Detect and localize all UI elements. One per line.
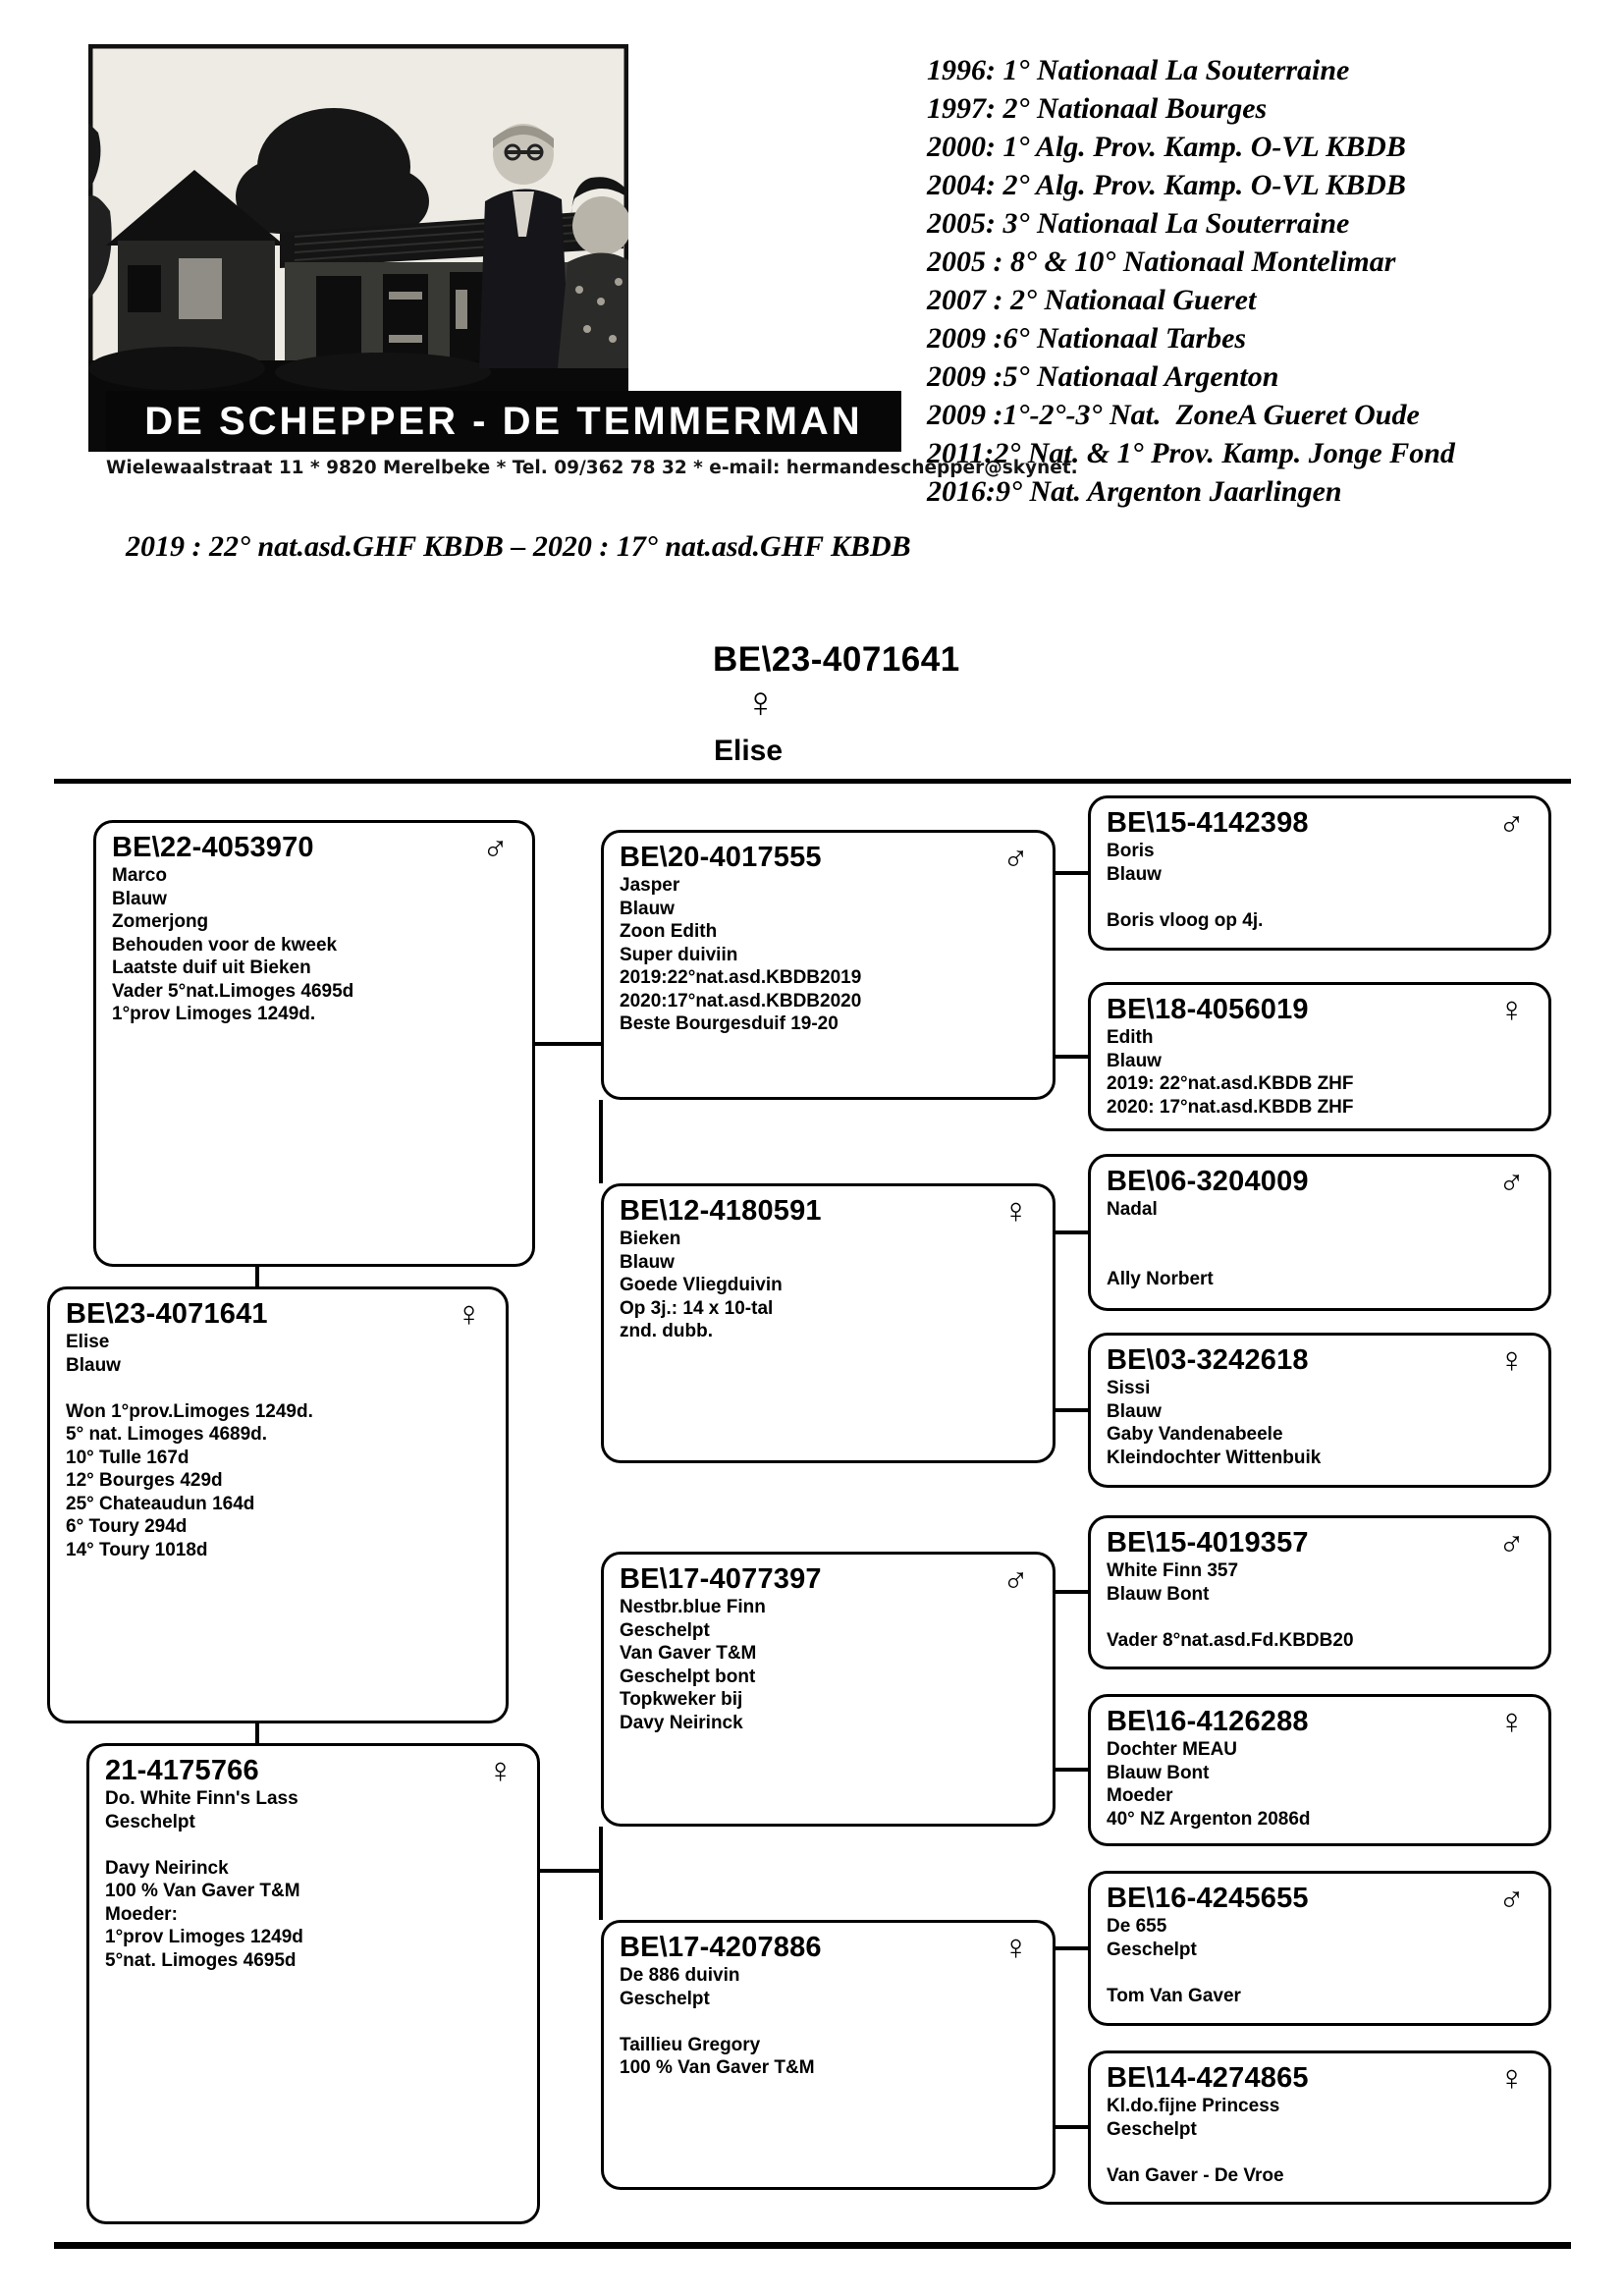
pedigree-box-line	[1107, 886, 1533, 909]
female-symbol: ♀	[744, 679, 777, 727]
female-symbol: ♀	[1002, 1190, 1029, 1230]
achievement-line: 2004: 2° Alg. Prov. Kamp. O-VL KBDB	[927, 169, 1406, 201]
pedigree-box-line: Blauw	[1107, 1400, 1162, 1422]
pedigree-box-line: Davy Neirinck	[620, 1712, 743, 1733]
pedigree-box-de-655	[1088, 1871, 1551, 2026]
pedigree-box-line: 1°prov Limoges 1249d.	[112, 1004, 316, 1024]
pedigree-box-line: 5°nat. Limoges 4695d	[105, 1949, 297, 1971]
ring-number: BE\22-4053970	[112, 832, 314, 863]
pedigree-box-line: Blauw	[620, 898, 675, 919]
bottom-divider-rule	[54, 2242, 1571, 2249]
pedigree-box-line: znd. dubb.	[620, 1321, 713, 1341]
top-divider-rule	[54, 779, 1571, 784]
ring-number: BE\15-4019357	[1107, 1527, 1309, 1558]
pedigree-box-line: Geschelpt	[1107, 2118, 1197, 2140]
pedigree-box-line: Geschelpt	[105, 1811, 195, 1832]
ring-number: BE\23-4071641	[66, 1298, 268, 1330]
pedigree-box-line	[66, 1377, 490, 1400]
pedigree-box-line: Vader 8°nat.asd.Fd.KBDB20	[1107, 1629, 1354, 1651]
male-symbol: ♂	[1002, 837, 1029, 877]
pedigree-box-line: 10° Tulle 167d	[66, 1447, 189, 1468]
pedigree-box-line: 2019:22°nat.asd.KBDB2019	[620, 967, 862, 988]
pedigree-box-line: Van Gaver T&M	[620, 1643, 757, 1664]
ring-number: BE\16-4126288	[1107, 1706, 1309, 1737]
pedigree-box-line: 14° Toury 1018d	[66, 1539, 208, 1560]
pedigree-box-line: Goede Vliegduivin	[620, 1275, 783, 1295]
pedigree-box-line: Won 1°prov.Limoges 1249d.	[66, 1400, 313, 1422]
pedigree-box-blue-finn	[601, 1552, 1056, 1827]
connector-line	[540, 1869, 601, 1873]
male-symbol: ♂	[1498, 1878, 1525, 1918]
connector-line	[1054, 1230, 1090, 1234]
pedigree-box-line: 2020:17°nat.asd.KBDB2020	[620, 990, 862, 1011]
achievement-line: 2009 :1°-2°-3° Nat. ZoneA Gueret Oude	[927, 399, 1420, 431]
female-symbol: ♀	[1498, 989, 1525, 1029]
pedigree-box-line: Blauw	[1107, 1050, 1162, 1071]
pedigree-box-line	[1107, 1222, 1533, 1245]
male-symbol: ♂	[1498, 802, 1525, 843]
pedigree-box-line	[1107, 2141, 1533, 2164]
achievement-line: 2009 :5° Nationaal Argenton	[927, 360, 1279, 393]
recent-results-line: 2019 : 22° nat.asd.GHF KBDB – 2020 : 17° nat.asd.GHF KBDB	[126, 530, 911, 563]
pedigree-box-line: Behouden voor de kweek	[112, 934, 338, 956]
pedigree-box-line: Gaby Vandenabeele	[1107, 1424, 1283, 1445]
pedigree-box-jasper	[601, 830, 1056, 1100]
pedigree-box-line	[105, 1833, 521, 1857]
achievement-line: 2005: 3° Nationaal La Souterraine	[927, 207, 1350, 240]
pedigree-box-line	[1107, 1606, 1533, 1629]
pedigree-box-line: 1°prov Limoges 1249d	[105, 1927, 303, 1947]
pedigree-box-line: Kleindochter Wittenbuik	[1107, 1447, 1322, 1468]
pedigree-box-line: Laatste duif uit Bieken	[112, 957, 311, 978]
loft-name: DE SCHEPPER - DE TEMMERMAN	[144, 399, 863, 443]
male-symbol: ♂	[482, 827, 509, 867]
female-symbol: ♀	[1498, 2057, 1525, 2098]
pedigree-box-line: Geschelpt bont	[620, 1666, 756, 1687]
pedigree-box-line	[1107, 1244, 1533, 1268]
pedigree-box-elise	[47, 1286, 509, 1723]
pedigree-box-line: Op 3j.: 14 x 10-tal	[620, 1297, 774, 1319]
pedigree-box-bieken	[601, 1183, 1056, 1463]
pedigree-box-line: 100 % Van Gaver T&M	[105, 1881, 300, 1901]
achievement-line: 1996: 1° Nationaal La Souterraine	[927, 54, 1350, 86]
ring-number: BE\18-4056019	[1107, 994, 1309, 1025]
pedigree-box-line: Jasper	[620, 875, 680, 896]
pedigree-box-line	[1107, 1961, 1533, 1985]
connector-line	[255, 1267, 259, 1286]
connector-line	[1054, 1946, 1090, 1950]
connector-line	[535, 1042, 601, 1046]
pedigree-box-marco	[93, 820, 535, 1267]
female-symbol: ♀	[456, 1293, 482, 1334]
achievements-list	[927, 51, 1604, 511]
connector-line	[255, 1723, 259, 1743]
loft-address: Wielewaalstraat 11 * 9820 Merelbeke * Tel. 09/362 78 32 * e-mail: hermandeschepper@skynet.	[106, 458, 1078, 478]
pedigree-box-line: Geschelpt	[620, 1988, 710, 2009]
pedigree-box-line: Moeder:	[105, 1903, 178, 1925]
ring-number: 21-4175766	[105, 1755, 259, 1786]
pedigree-box-line: Vader 5°nat.Limoges 4695d	[112, 980, 354, 1002]
pedigree-box-line: Geschelpt	[620, 1619, 710, 1641]
achievement-line: 1997: 2° Nationaal Bourges	[927, 92, 1268, 125]
pedigree-box-line: Boris vloog op 4j.	[1107, 909, 1264, 931]
pedigree-box-line: 5° nat. Limoges 4689d.	[66, 1424, 268, 1445]
pedigree-box-line: Marco	[112, 865, 167, 886]
connector-line	[1054, 1055, 1090, 1059]
male-symbol: ♂	[1498, 1522, 1525, 1562]
pedigree-box-line: Boris	[1107, 841, 1155, 861]
connector-line	[1054, 1590, 1090, 1594]
pedigree-box-line: White Finn 357	[1107, 1560, 1239, 1581]
pedigree-box-line	[620, 2010, 1037, 2034]
pedigree-box-line: Blauw	[620, 1251, 675, 1273]
female-symbol: ♀	[1498, 1339, 1525, 1380]
pedigree-box-line: Blauw	[1107, 863, 1162, 885]
pedigree-box-line: Van Gaver - De Vroe	[1107, 2164, 1284, 2186]
pedigree-box-line: Do. White Finn's Lass	[105, 1788, 298, 1809]
pedigree-box-boris	[1088, 795, 1551, 951]
ring-number: BE\06-3204009	[1107, 1166, 1309, 1197]
connector-line	[1054, 871, 1090, 875]
male-symbol: ♂	[1002, 1558, 1029, 1599]
pedigree-box-line: Edith	[1107, 1027, 1154, 1048]
pedigree-box-line: Tom Van Gaver	[1107, 1985, 1241, 2006]
pedigree-box-line: Blauw Bont	[1107, 1762, 1210, 1783]
male-symbol: ♂	[1498, 1161, 1525, 1201]
ring-number: BE\17-4207886	[620, 1932, 822, 1963]
loft-name-banner	[106, 391, 901, 452]
ring-number: BE\15-4142398	[1107, 807, 1309, 839]
pedigree-box-line: Bieken	[620, 1229, 681, 1249]
connector-line	[599, 1100, 603, 1183]
pedigree-box-line: Davy Neirinck	[105, 1857, 229, 1879]
pedigree-box-line: De 886 duivin	[620, 1965, 740, 1986]
pedigree-box-line: Topkweker bij	[620, 1689, 743, 1710]
pedigree-box-line: Beste Bourgesduif 19-20	[620, 1013, 839, 1034]
pedigree-box-line: Zomerjong	[112, 911, 209, 932]
pedigree-box-line: Moeder	[1107, 1785, 1173, 1806]
pedigree-box-edith	[1088, 982, 1551, 1131]
pedigree-box-line: Kl.do.fijne Princess	[1107, 2096, 1280, 2116]
pedigree-box-line: 100 % Van Gaver T&M	[620, 2057, 815, 2078]
achievement-line: 2007 : 2° Nationaal Gueret	[927, 284, 1257, 316]
pedigree-box-nadal	[1088, 1154, 1551, 1311]
pedigree-box-line: 12° Bourges 429d	[66, 1470, 223, 1491]
pedigree-box-lass	[86, 1743, 540, 2224]
pedigree-box-line: 25° Chateaudun 164d	[66, 1493, 255, 1514]
pedigree-box-line: Taillieu Gregory	[620, 2034, 761, 2055]
achievement-line: 2005 : 8° & 10° Nationaal Montelimar	[927, 246, 1396, 278]
pedigree-box-line: Super duiviin	[620, 944, 738, 965]
achievement-line: 2000: 1° Alg. Prov. Kamp. O-VL KBDB	[927, 131, 1406, 163]
ring-number: BE\16-4245655	[1107, 1883, 1309, 1914]
ring-number: BE\14-4274865	[1107, 2062, 1309, 2094]
subject-name: Elise	[714, 735, 784, 767]
pedigree-box-duivin-886	[601, 1920, 1056, 2190]
pedigree-box-dochter-meau	[1088, 1694, 1551, 1846]
ring-number: BE\17-4077397	[620, 1563, 822, 1595]
pedigree-box-line: 2019: 22°nat.asd.KBDB ZHF	[1107, 1073, 1354, 1094]
female-symbol: ♀	[1002, 1927, 1029, 1967]
connector-line	[1054, 1408, 1090, 1412]
ring-number: BE\03-3242618	[1107, 1344, 1309, 1376]
female-symbol: ♀	[487, 1750, 514, 1790]
female-symbol: ♀	[1498, 1701, 1525, 1741]
pedigree-box-sissi	[1088, 1333, 1551, 1488]
pedigree-box-line: Dochter MEAU	[1107, 1739, 1238, 1760]
pedigree-box-line: Nadal	[1107, 1199, 1158, 1220]
pedigree-box-line: Blauw Bont	[1107, 1583, 1210, 1605]
pedigree-box-line: Geschelpt	[1107, 1939, 1197, 1960]
achievement-line: 2011:2° Nat. & 1° Prov. Kamp. Jonge Fond	[927, 437, 1455, 469]
connector-line	[1054, 2125, 1090, 2129]
achievement-line: 2009 :6° Nationaal Tarbes	[927, 322, 1247, 355]
pedigree-box-line: Elise	[66, 1332, 110, 1352]
pedigree-box-line: 6° Toury 294d	[66, 1516, 188, 1537]
pedigree-box-line: De 655	[1107, 1916, 1167, 1937]
ring-number: BE\20-4017555	[620, 842, 822, 873]
pedigree-box-line: Sissi	[1107, 1378, 1151, 1398]
connector-line	[1054, 1768, 1090, 1772]
pedigree-box-white-finn-357	[1088, 1515, 1551, 1669]
pedigree-box-line: Ally Norbert	[1107, 1268, 1214, 1289]
achievement-line: 2016:9° Nat. Argenton Jaarlingen	[927, 475, 1342, 508]
connector-line	[599, 1827, 603, 1920]
pedigree-box-line: Blauw	[66, 1354, 121, 1376]
pedigree-box-line: Zoon Edith	[620, 921, 718, 942]
subject-ring-number: BE\23-4071641	[713, 640, 960, 679]
pedigree-box-line: Blauw	[112, 888, 167, 909]
pedigree-box-princess	[1088, 2050, 1551, 2205]
pedigree-box-line: Nestbr.blue Finn	[620, 1597, 766, 1617]
ring-number: BE\12-4180591	[620, 1195, 822, 1227]
pedigree-box-line: 40° NZ Argenton 2086d	[1107, 1808, 1311, 1830]
pedigree-box-line: 2020: 17°nat.asd.KBDB ZHF	[1107, 1096, 1354, 1118]
